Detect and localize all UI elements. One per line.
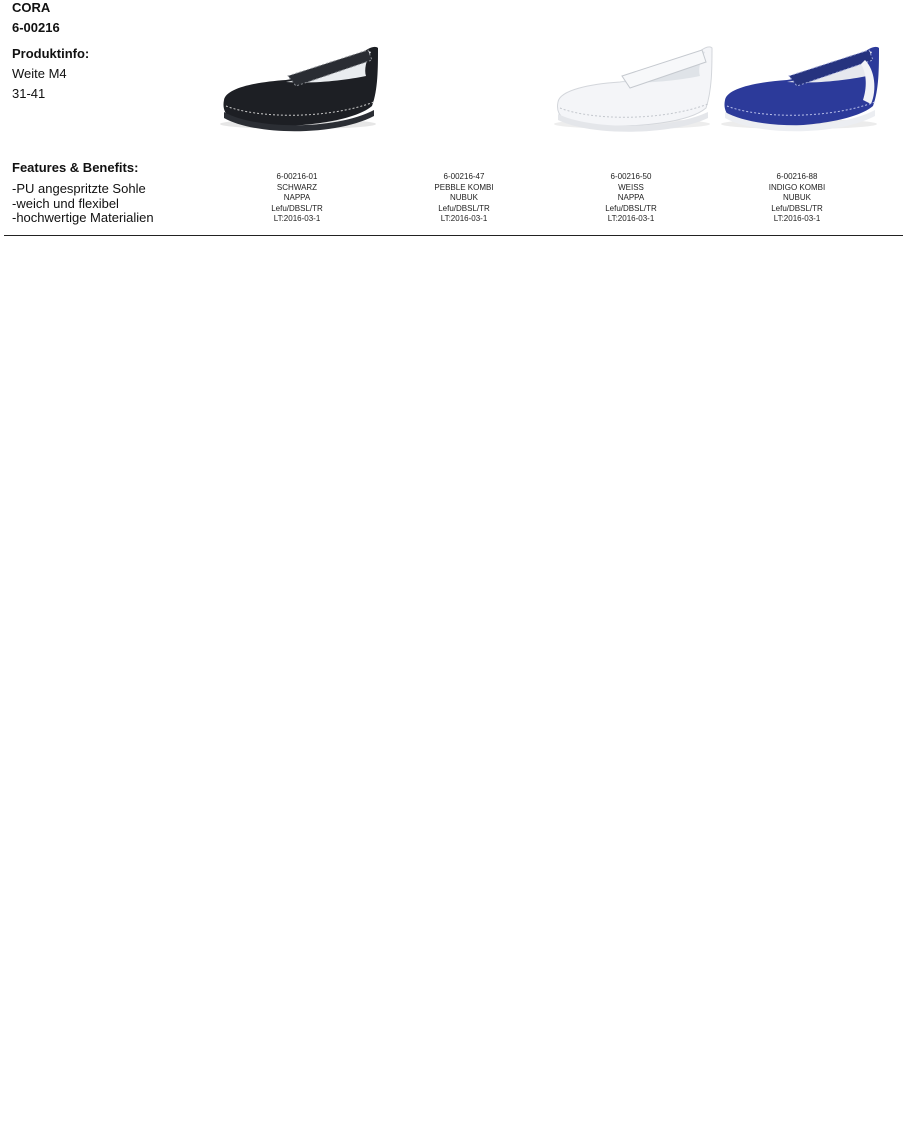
- shoe-image-white: [550, 40, 715, 132]
- variant-code: 6-00216-47: [443, 172, 485, 181]
- product-info-heading: Produktinfo:: [12, 46, 90, 61]
- variant-code: 6-00216-88: [776, 172, 818, 181]
- feature-item: -hochwertige Materialien: [12, 210, 154, 225]
- divider-line: [4, 235, 903, 236]
- shoe-svg: [216, 40, 381, 132]
- variant-lt: LT:2016-03-1: [440, 214, 488, 223]
- shoe-image-indigo: [717, 40, 882, 132]
- variant-lining: Lefu/DBSL/TR: [771, 203, 823, 213]
- product-info-width: Weite M4: [12, 66, 67, 81]
- variant-material: NAPPA: [617, 193, 645, 202]
- variant-lt: LT:2016-03-1: [773, 214, 821, 223]
- variant-lining: Lefu/DBSL/TR: [438, 203, 490, 213]
- feature-item: -PU angespritzte Sohle: [12, 181, 146, 196]
- product-info-sizes: 31-41: [12, 86, 46, 101]
- variant-color: INDIGO KOMBI: [768, 182, 826, 192]
- shoe-svg: [717, 40, 882, 132]
- features-list: [12, 182, 154, 226]
- variant-lining: Lefu/DBSL/TR: [605, 203, 657, 213]
- variant-color: SCHWARZ: [276, 182, 318, 192]
- variant-material: NUBUK: [782, 193, 811, 202]
- shoe-svg: [550, 40, 715, 132]
- variant-code: 6-00216-50: [610, 172, 652, 181]
- variant-color: WEISS: [618, 182, 644, 192]
- model-name: CORA: [12, 0, 51, 15]
- variant-material: NAPPA: [283, 193, 311, 202]
- feature-item: -weich und flexibel: [12, 195, 119, 211]
- variant-lt: LT:2016-03-1: [273, 214, 321, 223]
- variant-color: PEBBLE KOMBI: [434, 182, 494, 192]
- variant-lining: Lefu/DBSL/TR: [271, 203, 323, 213]
- shoe-image-black: [216, 40, 381, 132]
- variant-label-pebble-kombi: [409, 172, 519, 225]
- variant-code: 6-00216-01: [276, 172, 318, 181]
- variant-label-weiss: [576, 172, 686, 225]
- variant-lt: LT:2016-03-1: [607, 214, 655, 223]
- features-heading: Features & Benefits:: [12, 160, 139, 175]
- variant-material: NUBUK: [449, 193, 478, 202]
- variant-label-schwarz: [242, 172, 352, 225]
- variant-label-indigo-kombi: [742, 172, 852, 225]
- model-code: 6-00216: [12, 20, 60, 35]
